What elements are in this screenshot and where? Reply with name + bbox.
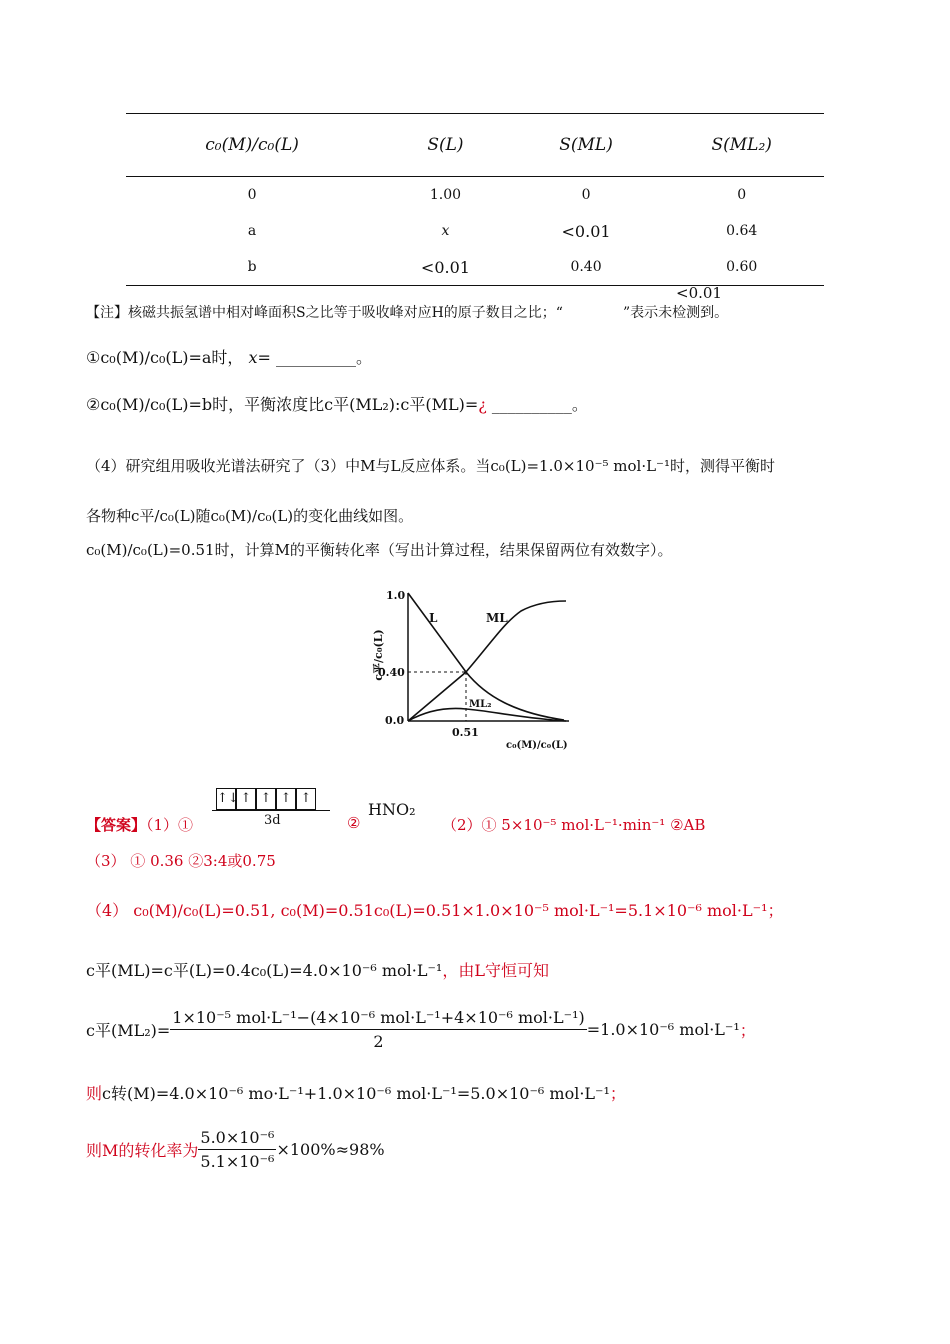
figure-y-tick-top: 1.0 [386, 589, 406, 602]
orbital-label: 3d [264, 813, 281, 828]
answer-part-5-eq: c平(ML)=c平(L)=0.4c₀(L)=4.0×10⁻⁶ mol·L⁻¹ [86, 961, 443, 980]
answer-line-1 [86, 814, 193, 835]
table-cell: 0.60 [659, 249, 824, 286]
orbital-box: ↑ [236, 788, 256, 810]
question-4-line3: c₀(M)/c₀(L)=0.51时，计算M的平衡转化率（写出计算过程，结果保留两位有效数字）。 [86, 541, 673, 559]
figure-x-label: c₀(M)/c₀(L) [506, 740, 568, 751]
orbital-box: ↑ [256, 788, 276, 810]
question-2-expr: c₀(M)/c₀(L)=b时，平衡浓度比c平(ML₂):c平(ML)= [100, 395, 479, 414]
answer-part-2: （2）① 5×10⁻⁵ mol·L⁻¹·min⁻¹ ②AB [442, 816, 706, 834]
note-line [86, 302, 728, 322]
question-2-number: ② [86, 395, 101, 414]
orbital-box-diagram [216, 788, 316, 810]
answer-part-8-tail: ×100%≈98% [276, 1140, 385, 1159]
answer-part-8-fraction [198, 1128, 276, 1171]
answer-part-6-lhs: c平(ML₂)= [86, 1021, 171, 1040]
note-prefix: 【注】核磁共振氢谱中相对峰面积S之比等于吸收峰对应H的原子数目之比；“ [86, 305, 563, 321]
concentration-curve-figure [356, 585, 586, 755]
table-cell: 0 [581, 187, 591, 203]
question-1-blank: = __________。 [257, 348, 373, 367]
answer-part-8-prefix: 则M的转化率为 [86, 1141, 199, 1160]
question-1 [86, 345, 372, 368]
table-header: c₀(M)/c₀(L) [126, 114, 378, 177]
table-cell: <0.01 [378, 249, 513, 286]
answer-part-5-note: ，由L守恒可知 [442, 961, 549, 980]
question-1-number: ① [86, 348, 101, 367]
figure-label-L: L [429, 611, 438, 625]
note-suffix: ”表示未检测到。 [622, 305, 729, 321]
table-cell: <0.01 [561, 221, 611, 241]
answer-circled-2: ② [347, 814, 361, 832]
figure-label-ML2: ML₂ [469, 699, 492, 710]
orbital-box: ↑↓ [216, 788, 236, 810]
answer-part-8 [86, 1128, 385, 1171]
table-header: S(ML) [513, 114, 660, 177]
answer-part-7 [86, 1081, 626, 1104]
answer-part-6-rhs: =1.0×10⁻⁶ mol·L⁻¹ [586, 1020, 740, 1039]
table-cell: 0.40 [513, 249, 660, 286]
hno2-formula: HNO₂ [368, 800, 416, 819]
answer-part-7-end: ； [609, 1084, 626, 1103]
question-2 [86, 392, 588, 415]
table-row [126, 213, 824, 249]
figure-label-ML: ML [486, 611, 508, 625]
species-table [126, 113, 824, 286]
question-1-expr: c₀(M)/c₀(L)=a时， [100, 348, 244, 367]
figure-curve-ML2 [408, 709, 566, 722]
table-cell: a [247, 223, 257, 239]
answer-part-6 [86, 1008, 756, 1051]
answer-part-3: （3） ① 0.36 ②3:4或0.75 [86, 852, 276, 870]
table-row [126, 177, 824, 214]
table-cell: 0.64 [726, 223, 758, 239]
answer-part-7-prefix: 则 [86, 1084, 103, 1103]
answer-part-4: （4） c₀(M)/c₀(L)=0.51, c₀(M)=0.51c₀(L)=0.51×1.0×10⁻⁵ mol·L⁻¹=5.1×10⁻⁶ mol·L⁻¹； [86, 901, 784, 920]
table-cell: b [126, 249, 378, 286]
fraction-numerator: 1×10⁻⁵ mol·L⁻¹−(4×10⁻⁶ mol·L⁻¹+4×10⁻⁶ mol·L⁻¹) [170, 1008, 586, 1030]
answer-part-5 [86, 958, 549, 981]
note-symbol: <0.01 [676, 284, 722, 302]
orbital-box: ↑ [276, 788, 296, 810]
question-2-blank: __________。 [486, 395, 588, 414]
figure-y-label: c平/c₀(L) [372, 629, 385, 681]
orbital-baseline [212, 810, 330, 811]
question-4-line1: （4）研究组用吸收光谱法研究了（3）中M与L反应体系。当c₀(L)=1.0×10⁻⁵ mol·L⁻¹时，测得平衡时 [86, 457, 775, 475]
table-cell: 0 [737, 187, 747, 203]
answer-part-7-eq: c转(M)=4.0×10⁻⁶ mo·L⁻¹+1.0×10⁻⁶ mol·L⁻¹=5.0×10⁻⁶ mol·L⁻¹ [102, 1084, 610, 1103]
table-cell: 1.00 [429, 187, 462, 203]
table-row [126, 249, 824, 286]
figure-x-tick: 0.51 [452, 726, 479, 739]
table-header: S(ML₂) [659, 114, 824, 177]
fraction-denominator: 2 [373, 1032, 384, 1051]
figure-y-tick-zero: 0.0 [385, 714, 405, 727]
orbital-box: ↑ [296, 788, 316, 810]
question-1-var: x [248, 348, 258, 367]
answer-tag: 【答案】 [86, 816, 147, 834]
question-4-line2: 各物种c平/c₀(L)随c₀(M)/c₀(L)的变化曲线如图。 [86, 507, 414, 525]
table-header: S(L) [378, 114, 513, 177]
answer-part-6-end: ； [739, 1021, 756, 1040]
question-2-mark: ¿ [478, 395, 487, 414]
fraction-numerator: 5.0×10⁻⁶ [198, 1128, 276, 1150]
table-cell: 0 [247, 187, 257, 203]
fraction-denominator: 5.1×10⁻⁶ [200, 1152, 275, 1171]
table-cell: x [441, 223, 450, 239]
answer-part-6-fraction [170, 1008, 586, 1051]
figure-y-tick-mid: 0.40 [378, 666, 405, 679]
answer-part-1: （1）① [146, 816, 194, 834]
